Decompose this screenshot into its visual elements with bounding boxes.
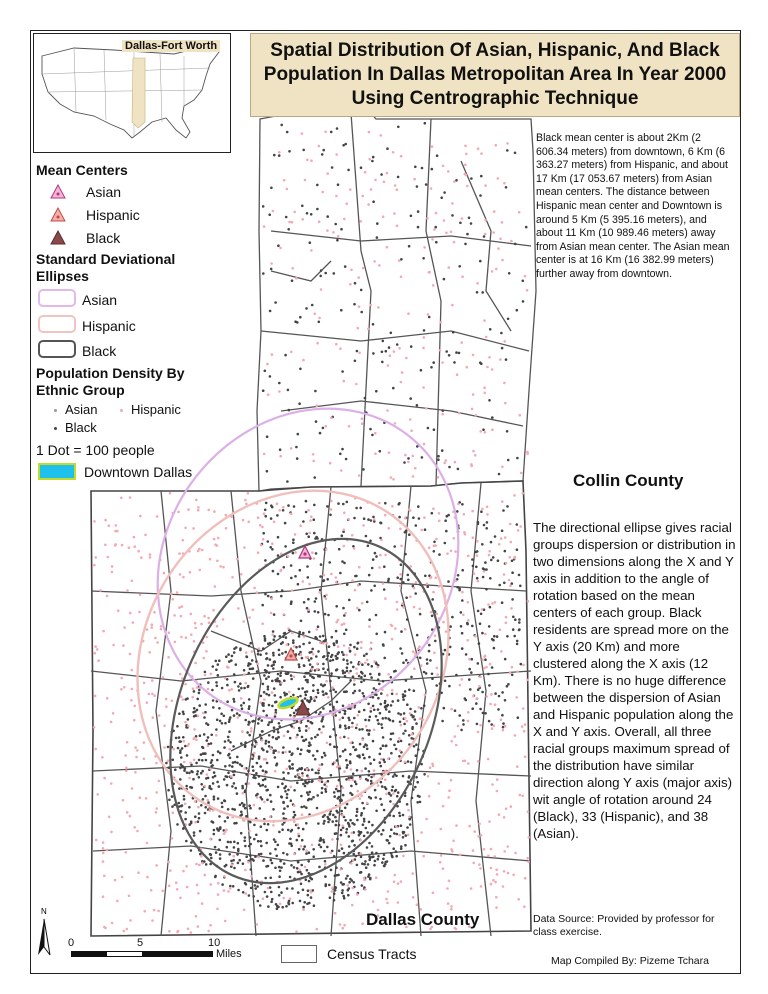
legend-label: Census Tracts [327,946,417,962]
legend-dot-value: 1 Dot = 100 people [36,442,155,458]
data-source: Data Source: Provided by professor for class exercise. [533,913,715,938]
legend-ellipse-black [36,342,116,360]
legend-label: Black [82,343,117,359]
scale-bar-graphic [71,951,213,957]
triangle-icon [46,206,70,224]
mean-center-note: Black mean center is about 2Km (2 606.34 meters) from downtown, 6 Km (6 363.27 meters) from Hispanic, and about 17 Km (17 053.67 meters) from Asian mean centers. The distance between Hispanic mean center and Downtown is around 5 Km (5 395.16 meters), and about 11 Km (10 989.46 meters) away from Asian mean center. The Asian mean center is at 16 Km (16 382.99 meters) further away from downtown. [536,132,730,280]
north-arrow [36,905,56,964]
legend-ellipse-asian [36,291,117,309]
legend-label: Black [86,230,121,246]
downtown-swatch [38,463,76,480]
legend-density-asian [54,401,98,419]
legend-mean-center-asian [46,183,121,201]
legend-density-black [54,419,97,437]
legend-label: Hispanic [82,318,136,334]
legend-mean-centers-heading: Mean Centers [36,162,128,178]
compiled-by: Map Compiled By: Pizeme Tchara [551,955,709,967]
legend-ellipses-heading: Standard Deviational Ellipses [36,251,176,284]
triangle-icon [46,229,70,247]
legend-density-hispanic [120,401,181,419]
legend-label: Asian [65,402,98,417]
legend-label: Hispanic [131,402,181,417]
map-title-box [250,33,740,117]
map-title: Spatial Distribution Of Asian, Hispanic, And Black Population In Dallas Metropolitan Area In Year 2000 Using Centrographic Technique [263,40,727,109]
collin-county-label: Collin County [573,471,684,490]
legend-census-tracts [281,945,416,963]
north-arrow-icon [36,905,56,959]
census-tract-swatch [281,945,317,963]
legend-density-heading: Population Density By Ethnic Group [36,365,185,398]
legend-ellipse-hispanic [36,317,136,335]
legend-label: Asian [82,292,118,308]
dot-icon [120,409,123,412]
legend-mean-center-black [46,229,120,247]
legend-mean-center-hispanic [46,206,140,224]
census-tract-lines [91,113,536,936]
legend-downtown [36,463,192,481]
triangle-icon [46,183,70,201]
dallas-county-label: Dallas County [366,910,480,929]
ellipse-explanation: The directional ellipse gives racial groups dispersion or distribution in two dimensions along the X and Y axis in addition to the angle of rotation based on the mean centers of each group. Black residents are spread more on the Y axis (20 Km) and more clustered along the X axis (12 Km). There is no huge difference between the dispersion of Asian and Hispanic population along the X and Y axis. Overall, all three racial groups maximum spread of the distribution have similar direction along Y axis (major axis) wit angle of rotation around 24 (Black), 33 (Hispanic), and 38 (Asian). [533,520,736,841]
scale-unit: Miles [216,948,242,960]
population-dots [93,122,530,934]
legend-label: Hispanic [86,207,140,223]
scale-tick-0: 0 [68,937,75,949]
north-label: N [41,907,47,916]
legend-label: Asian [86,184,122,200]
scale-tick-10: 10 [208,937,221,949]
dot-icon [54,427,57,430]
dot-icon [54,409,57,412]
legend-label: Downtown Dallas [84,464,193,480]
legend-label: Black [65,420,97,435]
scale-tick-5: 5 [137,937,144,949]
inset-label: Dallas-Fort Worth [122,40,220,52]
locator-inset-map [33,33,231,153]
